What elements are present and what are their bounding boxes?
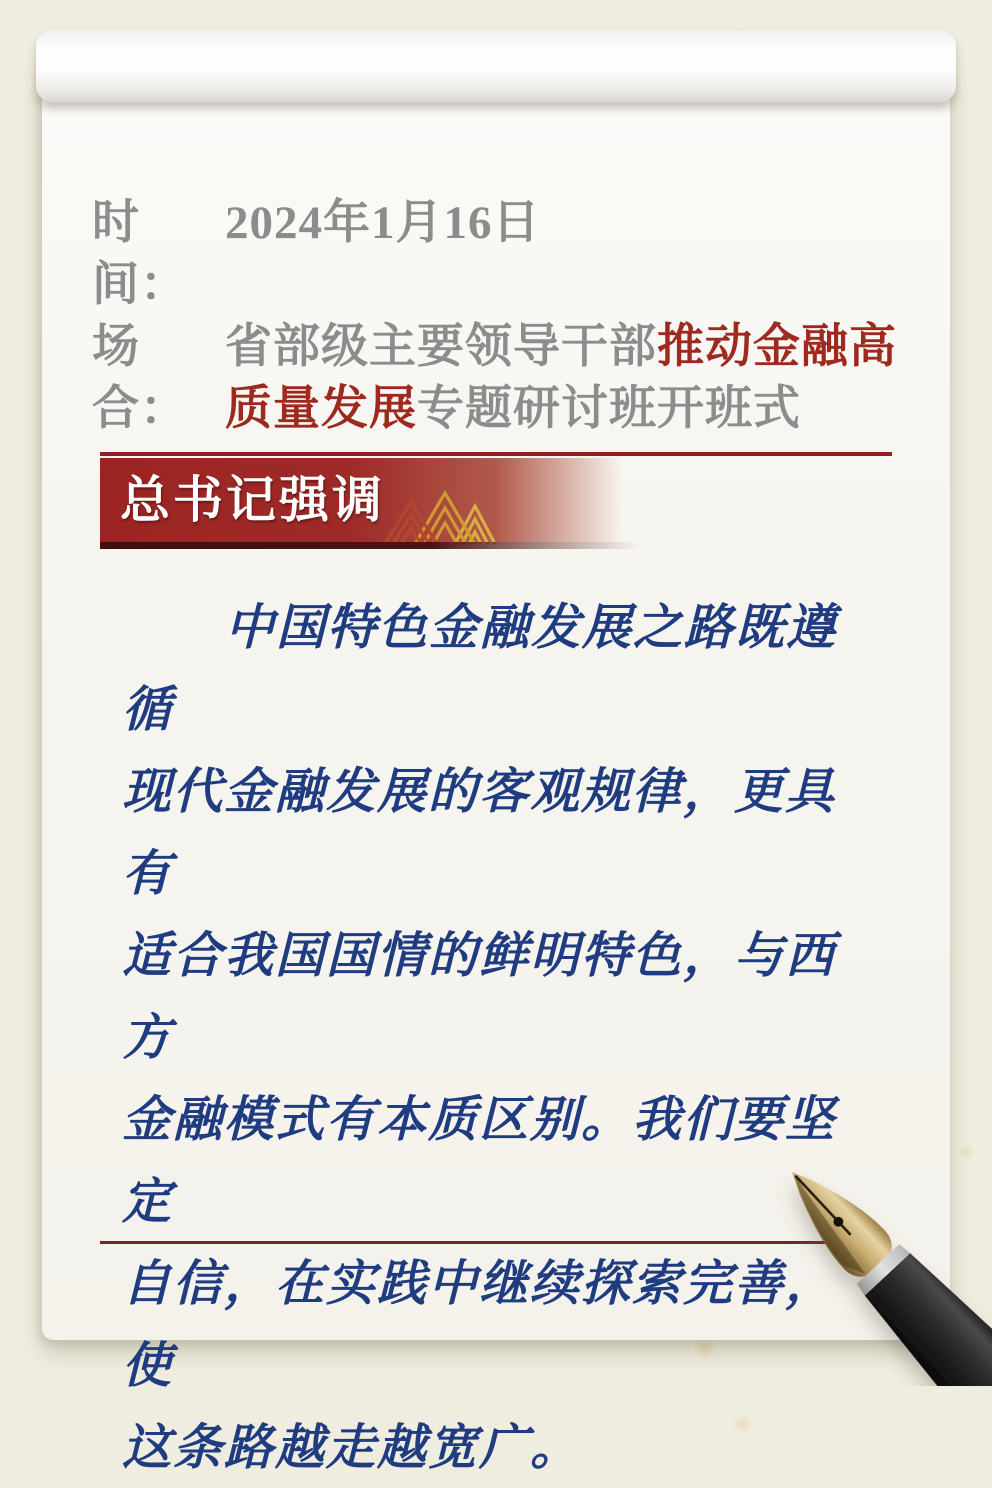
quote-line: 中国特色金融发展之路既遵循	[122, 598, 838, 738]
quote-line: 这条路越走越宽广。	[122, 1418, 582, 1476]
time-value: 2024年1月16日	[225, 197, 541, 249]
occasion-text	[225, 316, 897, 440]
mountain-peaks-icon	[383, 490, 499, 546]
section-banner	[100, 452, 892, 542]
quote-line: 自信，在实践中继续探索完善，使	[122, 1254, 837, 1394]
meta-block	[92, 192, 902, 440]
occasion-line-1	[225, 316, 897, 378]
banner-ribbon	[100, 458, 892, 542]
occasion-red-2: 质量发展	[225, 383, 417, 435]
occasion-red-1: 推动金融高	[657, 321, 897, 373]
meta-row-occasion	[92, 316, 902, 440]
meta-row-time	[92, 192, 902, 316]
occasion-label: 场合：	[92, 321, 188, 435]
notepad-top-roll	[36, 30, 956, 102]
banner-top-rule	[100, 452, 892, 456]
quote-line: 现代金融发展的客观规律，更具有	[122, 762, 837, 902]
occasion-gray-1: 省部级主要领导干部	[225, 321, 657, 373]
quote-line: 金融模式有本质区别。我们要坚定	[122, 1090, 837, 1230]
time-label: 时间：	[92, 197, 188, 311]
fountain-pen-icon	[650, 1118, 992, 1386]
quote-line: 适合我国国情的鲜明特色，与西方	[122, 926, 837, 1066]
occasion-line-2	[225, 378, 897, 440]
occasion-gray-2: 专题研讨班开班式	[417, 383, 801, 435]
banner-title: 总书记强调	[120, 472, 385, 528]
